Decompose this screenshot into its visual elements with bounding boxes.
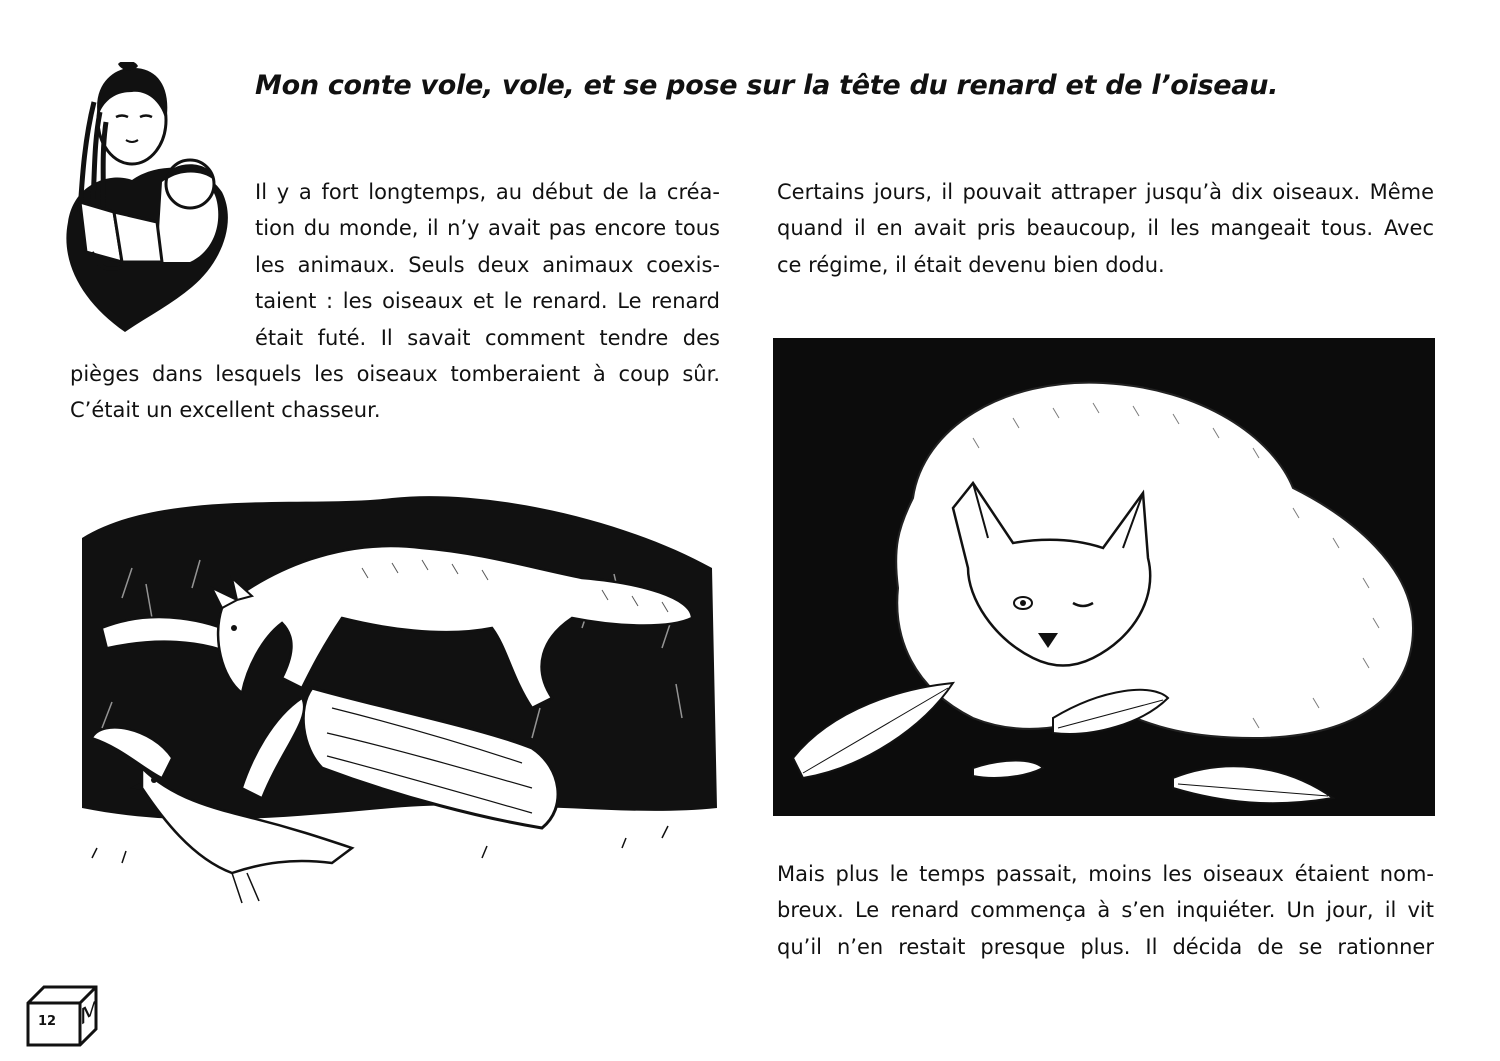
text-line: breux. Le renard commença à s’en inquiéter. Un jour, il vit <box>777 898 1434 923</box>
text-line: qu’il n’en restait presque plus. Il décida de se rationner <box>777 934 1434 959</box>
right-paragraph-bottom <box>777 856 1434 965</box>
fox-leaping-illustration <box>62 478 722 920</box>
text-line: C’était un excellent chasseur. <box>70 398 381 423</box>
page-title: Mon conte vole, vole, et se pose sur la tête du renard et de l’oiseau. <box>255 70 1279 101</box>
text-line: Certains jours, il pouvait attraper jusqu’à dix oiseaux. Même <box>777 180 1434 204</box>
left-paragraph <box>70 174 720 429</box>
text-line: quand il en avait pris beaucoup, il les mangeait tous. Avec <box>777 216 1434 241</box>
text-line: était futé. Il savait comment tendre des <box>255 325 720 350</box>
text-line: Il y a fort longtemps, au début de la créa- <box>255 180 720 204</box>
right-paragraph-top <box>777 174 1434 283</box>
text-line: taient : les oiseaux et le renard. Le renard <box>255 289 720 314</box>
fox-sleeping-illustration <box>773 338 1435 816</box>
badge-letter: M <box>80 995 99 1032</box>
text-line: les animaux. Seuls deux animaux coexis- <box>255 252 720 277</box>
text-line: pièges dans lesquels les oiseaux tomberaient à coup sûr. <box>70 362 720 387</box>
text-line: tion du monde, il n’y avait pas encore tous <box>255 216 720 241</box>
page-number: 12 <box>38 1014 57 1029</box>
text-line: Mais plus le temps passait, moins les oiseaux étaient nom- <box>777 862 1434 886</box>
page-number-badge <box>26 985 98 1047</box>
text-line: ce régime, il était devenu bien dodu. <box>777 252 1165 277</box>
